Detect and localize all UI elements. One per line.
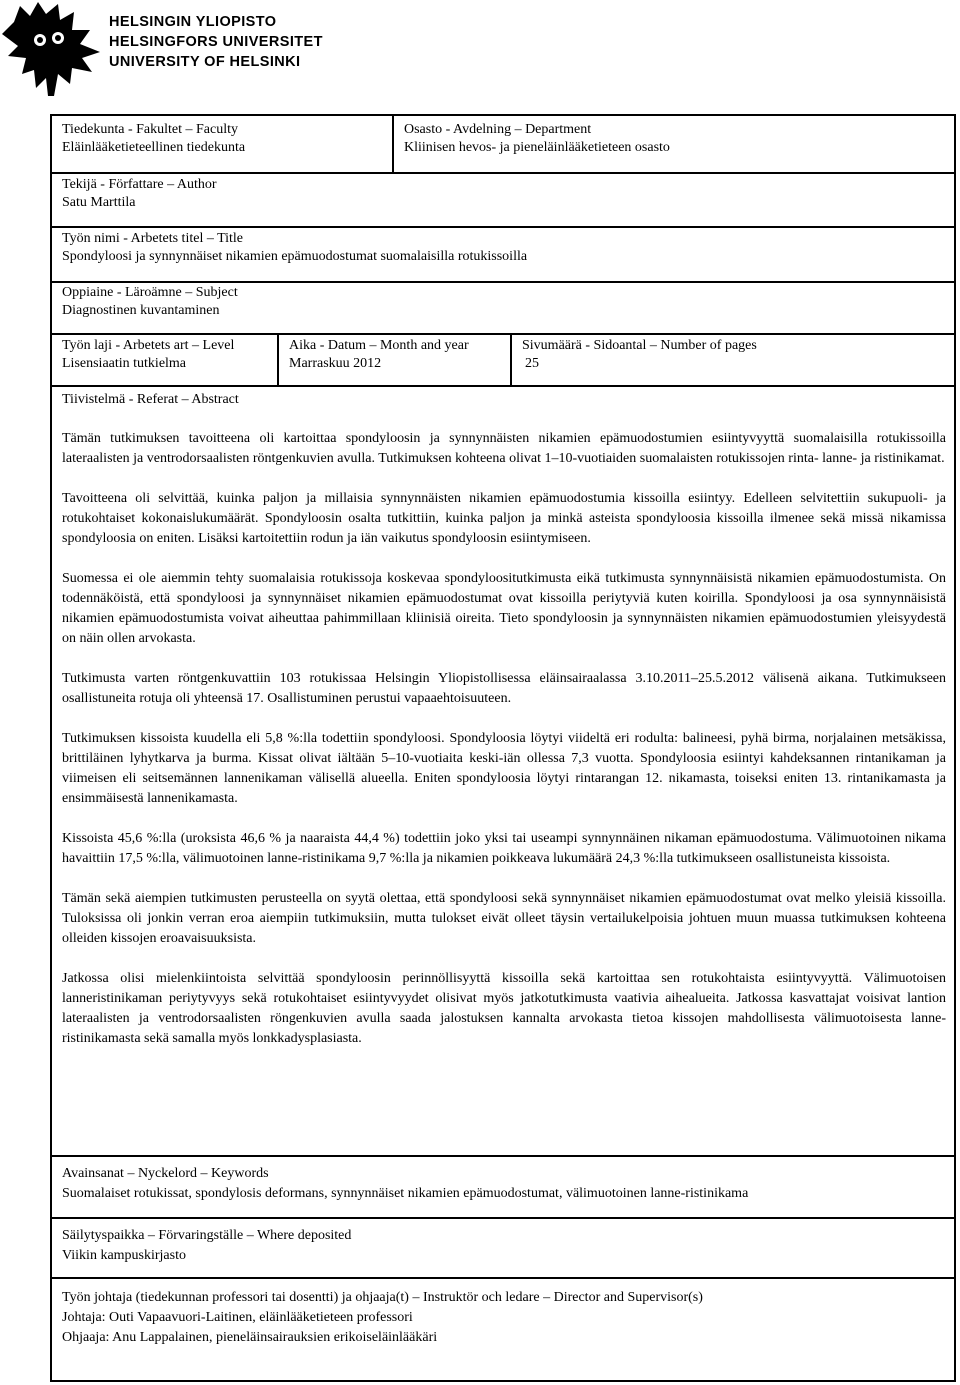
divider-row-7 [52,1217,954,1219]
helsinki-minerva-owl-logo-icon [0,0,110,100]
supervisor-value: Ohjaaja: Anu Lappalainen, pieneläinsairauksien erikoiseläinlääkäri [62,1330,438,1345]
university-name-en: UNIVERSITY OF HELSINKI [109,54,301,70]
department-label: Osasto - Avdelning – Department [404,122,592,137]
title-value: Spondyloosi ja synnynnäiset nikamien epämuodostumat suomalaisilla rotukissoilla [62,249,528,264]
university-name-fi: HELSINGIN YLIOPISTO [109,14,277,30]
abstract-label: Tiivistelmä - Referat – Abstract [62,392,239,407]
abstract-paragraph: Tutkimusta varten röntgenkuvattiin 103 rotukissaa Helsingin Yliopistollisessa eläinsairaalassa 3.10.2011–25.5.2012 välisenä aikana. Tutkimukseen osallistuneita rotuja oli yhteensä 17. Osallistuminen perustui vapaaehtoisuuteen. [62,671,946,706]
level-label: Työn laji - Arbetets art – Level [62,338,235,353]
date-value: Marraskuu 2012 [289,356,382,371]
author-value: Satu Marttila [62,195,136,210]
date-field [289,337,469,373]
director-value: Johtaja: Outi Vapaavuori-Laitinen, eläinlääketieteen professori [62,1310,413,1325]
abstract-paragraph: Jatkossa olisi mielenkiintoista selvittää spondyloosin perinnöllisyyttä kissoilla sekä kartoittaa sen rotukohtaista esiintyvyyttä. Välimuotoisen lanneristinikaman periytyvyys sekä rotukohtaiset esiintyvyydet olisivat myös jatkotutkimusta vaativia aihealueita. Jatkossa kasvattajat voisivat lantion lateraalisten ja ventrodorsaalisten röngenkuvien avulla saada jalostuksen kannalta arvokasta tietoa kissojen mahdollisesta välimuotoisesta lanne-ristinikamasta sekä samalla myös lonkkadysplasiasta. [62,971,946,1046]
supervisors-label: Työn johtaja (tiedekunnan professori tai dosentti) ja ohjaaja(t) – Instruktör och ledare – Director and Supervisor(s) [62,1290,703,1305]
abstract-paragraph: Tutkimuksen kissoista kuudella eli 5,8 %:lla todettiin spondyloosi. Spondyloosia löytyi viideltä eri rodulta: balineesi, pyhä birma, norjalainen metsäkissa, brittiläinen lyhytkarva ja burma. Kissat olivat iältään 5–10-vuotiaita keski-iän ollessa 7,3 vuotta. Spondyloosia esiintyi kahdeksannen rintanikaman ja viimeisen eli seitsemännen lannenikaman välisellä alueella. Eniten spondyloosia löytyi rintarangan 12. nikamasta, toiseksi eniten 13. rintanikamasta ja ensimmäisestä lannenikamasta. [62,731,946,806]
university-names [109,12,323,72]
level-value: Lisensiaatin tutkielma [62,356,187,371]
divider-row-2 [52,226,954,228]
divider-row-5 [52,385,954,387]
faculty-label: Tiedekunta - Fakultet – Faculty [62,122,239,137]
author-label: Tekijä - Författare – Author [62,177,217,192]
pages-value: 25 [525,356,539,371]
title-field [62,230,527,266]
abstract-body [62,429,946,1069]
supervisors-field [62,1288,703,1348]
date-label: Aika - Datum – Month and year [289,338,469,353]
pages-label: Sivumäärä - Sidoantal – Number of pages [522,338,757,353]
deposited-field [62,1226,351,1266]
pages-field [522,337,757,373]
deposited-value: Viikin kampuskirjasto [62,1248,186,1263]
faculty-field [62,121,245,157]
subject-label: Oppiaine - Läroämne – Subject [62,285,238,300]
keywords-field [62,1164,748,1204]
keywords-label: Avainsanat – Nyckelord – Keywords [62,1166,269,1181]
abstract-paragraph: Tämän sekä aiempien tutkimusten perusteella on syytä olettaa, että spondyloosi sekä synnynnäiset nikamien epämuodostumat ovat melko yleisiä kissoilla. Tuloksissa oli jonkin verran eroa aiempiin tutkimuksiin, mutta tulokset eivät olleet täysin vertailukelpoisia johtuen muun muassa tutkimuksen kohteena olleiden kissojen eroavaisuuksista. [62,891,946,946]
author-field [62,176,217,212]
abstract-paragraph: Suomessa ei ole aiemmin tehty suomalaisia rotukissoja koskevaa spondyloositutkimusta eikä tutkimusta synnynnäisistä nikamien epämuodostumista. On todennäköistä, että spondyloosi ja synnynnäiset nikamien epämuodostumat ovat kissoilla periytyviä kuten koirilla. Spondyloosi ja osa synnynnäisistä nikamien epämuodostumista voivat aiheuttaa pahimmillaan kliinisiä oireita. Tieto spondyloosin ja synnynnäisten nikamien epämuodostumien yleisyydestä on näin ollen arvokasta. [62,571,946,646]
subject-value: Diagnostinen kuvantaminen [62,303,220,318]
divider-date-pages [510,333,512,385]
keywords-value: Suomalaiset rotukissat, spondylosis deformans, synnynnäiset nikamien epämuodostumat, välimuotoinen lanne-ristinikama [62,1186,749,1201]
department-value: Kliinisen hevos- ja pieneläinlääketieteen osasto [404,140,670,155]
divider-row-1 [52,172,954,174]
divider-row-6 [52,1155,954,1157]
divider-row-8 [52,1277,954,1279]
abstract-paragraph: Tämän tutkimuksen tavoitteena oli kartoittaa spondyloosin ja synnynnäisten nikamien epämuodostumien esiintyvyyttä suomalaisilla rotukissoilla lateraalisten ja ventrodorsaalisten röntgenkuvien avulla. Tutkimuksen kohteena olivat 1–10-vuotiaiden suomalaisten rotukissojen rinta- lanne- ja ristinikamat. [62,431,946,466]
divider-faculty-department [392,116,394,172]
abstract-paragraph: Tavoitteena oli selvittää, kuinka paljon ja millaisia synnynnäisten nikamien epämuodostumia kissoilla esiintyy. Edelleen selvitettiin sukupuoli- ja rotukohtaiset kokonaislukumäärät. Spondyloosin osalta tutkittiin, kuinka paljon ja minkä asteista spondyloosia kissoilla ilmenee sekä missä nikamissa spondyloosia on eniten. Lisäksi kartoitettiin rodun ja iän vaikutus spondyloosin esiintymiseen. [62,491,946,546]
university-logo [0,0,110,100]
university-name-sv: HELSINGFORS UNIVERSITET [109,34,323,50]
abstract-paragraph: Kissoista 45,6 %:lla (uroksista 46,6 % ja naaraista 44,4 %) todettiin joko yksi tai useampi synnynnäinen nikaman epämuodostuma. Välimuotoinen nikama havaittiin 17,5 %:lla, välimuotoinen lanne-ristinikama 9,7 %:lla ja nikamien poikkeava lukumäärä 24,3 %:lla tutkimukseen osallistuneista kissoista. [62,831,946,866]
deposited-label: Säilytyspaikka – Förvaringställe – Where deposited [62,1228,352,1243]
abstract-heading [62,391,239,409]
divider-row-4 [52,333,954,335]
level-field [62,337,234,373]
thesis-abstract-form [50,114,956,1382]
department-field [404,121,670,157]
title-label: Työn nimi - Arbetets titel – Title [62,231,244,246]
divider-level-date [277,333,279,385]
faculty-value: Eläinlääketieteellinen tiedekunta [62,140,246,155]
subject-field [62,284,238,320]
divider-row-3 [52,281,954,283]
